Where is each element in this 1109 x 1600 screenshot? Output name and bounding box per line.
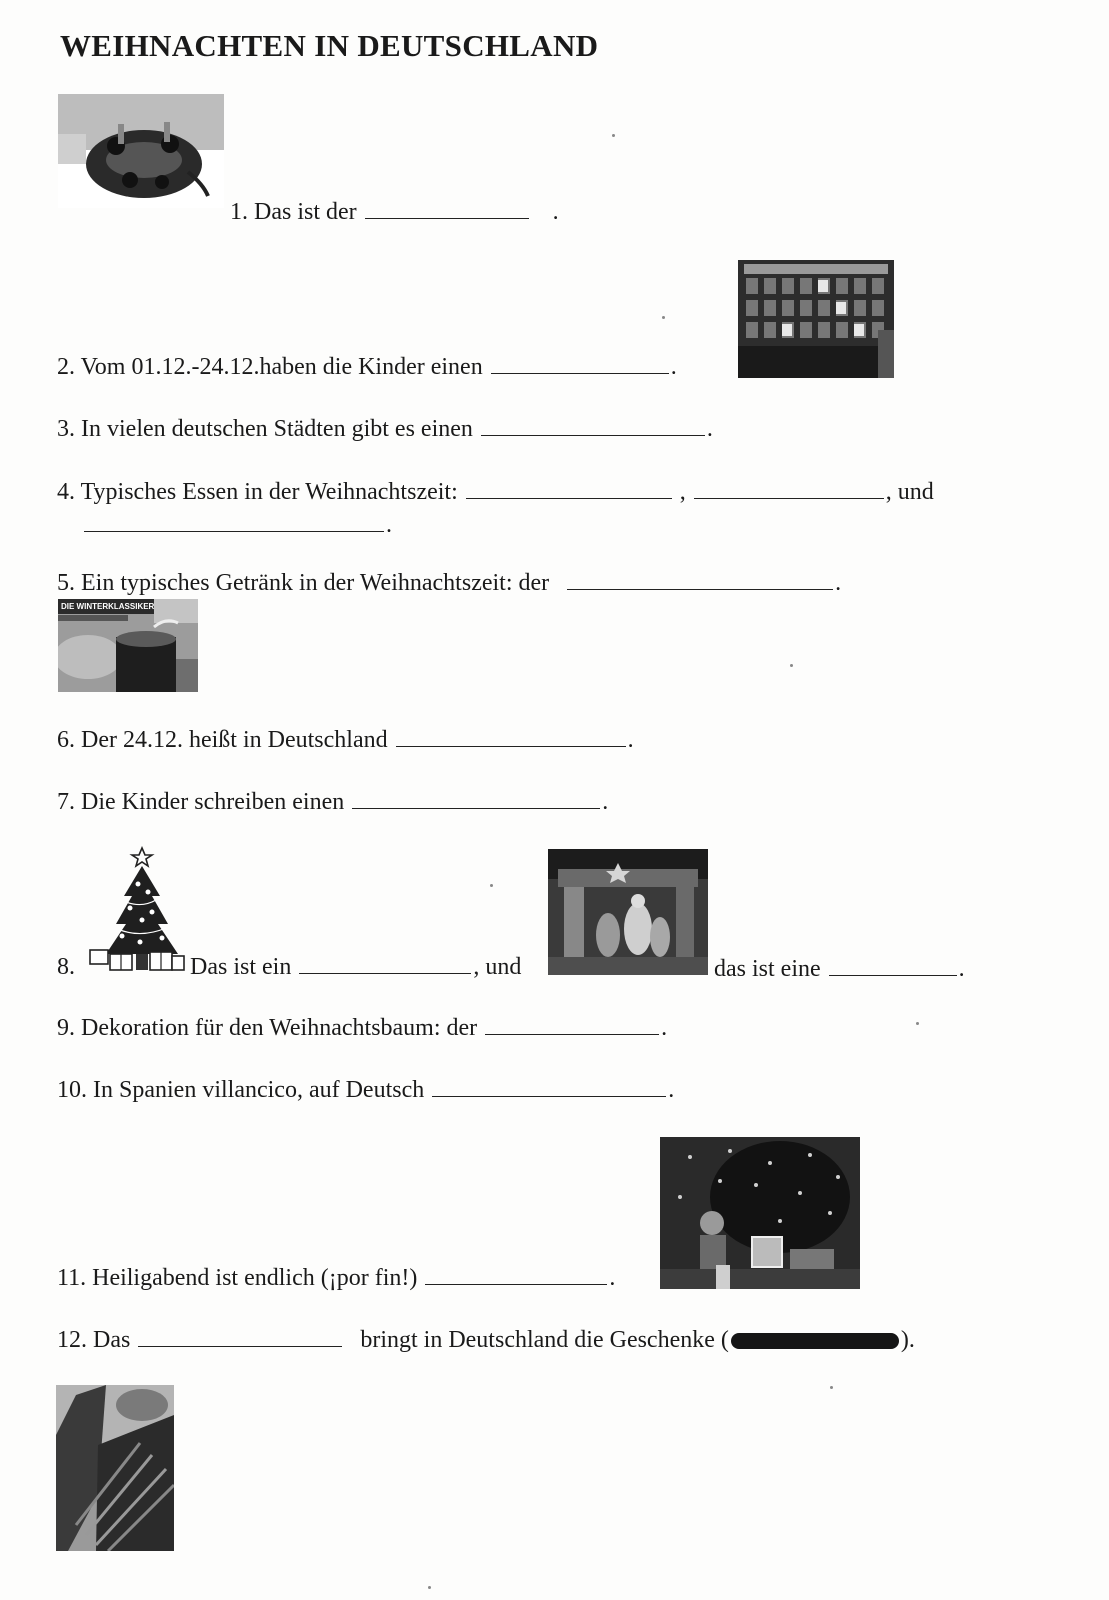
answer-blank-9[interactable] [485,1014,659,1035]
answer-blank-8a[interactable] [299,953,471,974]
answer-blank-5[interactable] [567,569,833,590]
answer-blank-4b[interactable] [694,478,884,499]
question-4: 4. Typisches Essen in der Weihnachtszeit: , , und [57,479,934,505]
question-8-number: 8. [57,954,75,980]
answer-blank-10[interactable] [432,1076,666,1097]
question-8a: Das ist ein , und [190,954,522,980]
christmas-presents-photo [660,1137,860,1289]
answer-blank-4c[interactable] [84,511,384,532]
question-2: 2. Vom 01.12.-24.12.haben die Kinder einen . [57,354,677,380]
christmas-tree-clipart [86,846,186,976]
answer-blank-3[interactable] [481,415,705,436]
mulled-wine-photo [58,599,198,692]
question-7: 7. Die Kinder schreiben einen . [57,789,609,815]
answer-blank-8b[interactable] [829,955,957,976]
advent-wreath-photo [58,94,224,208]
question-8b: das ist eine . [714,956,965,982]
answer-blank-6[interactable] [396,726,626,747]
question-10: 10. In Spanien villancico, auf Deutsch . [57,1077,675,1103]
question-11: 11. Heiligabend ist endlich (¡por fin!) . [57,1265,616,1291]
scan-speck [662,316,665,319]
question-5: 5. Ein typisches Getränk in der Weihnachtszeit: der . [57,570,842,596]
question-1: 1. Das ist der . [230,199,559,225]
scan-speck [830,1386,833,1389]
question-12: 12. Das bringt in Deutschland die Geschenke ( ). [57,1327,915,1353]
worksheet-title: WEIHNACHTEN IN DEUTSCHLAND [60,28,599,63]
advent-calendar-photo [738,260,894,378]
nativity-scene-photo [548,849,708,975]
scan-speck [490,884,493,887]
answer-blank-12[interactable] [138,1326,342,1347]
scan-speck [916,1022,919,1025]
question-9: 9. Dekoration für den Weihnachtsbaum: der . [57,1015,668,1041]
scan-speck [790,664,793,667]
redacted-mark [731,1333,899,1349]
christkind-photo [56,1385,174,1551]
scan-speck [428,1586,431,1589]
question-4-continued: . [82,511,392,539]
answer-blank-11[interactable] [425,1264,607,1285]
answer-blank-4a[interactable] [466,478,672,499]
answer-blank-2[interactable] [491,353,669,374]
question-6: 6. Der 24.12. heißt in Deutschland . [57,727,634,753]
answer-blank-7[interactable] [352,788,600,809]
scan-speck [612,134,615,137]
question-3: 3. In vielen deutschen Städten gibt es einen . [57,416,713,442]
mulled-wine-caption: DIE WINTERKLASSIKER [61,602,155,611]
answer-blank-1[interactable] [365,198,529,219]
